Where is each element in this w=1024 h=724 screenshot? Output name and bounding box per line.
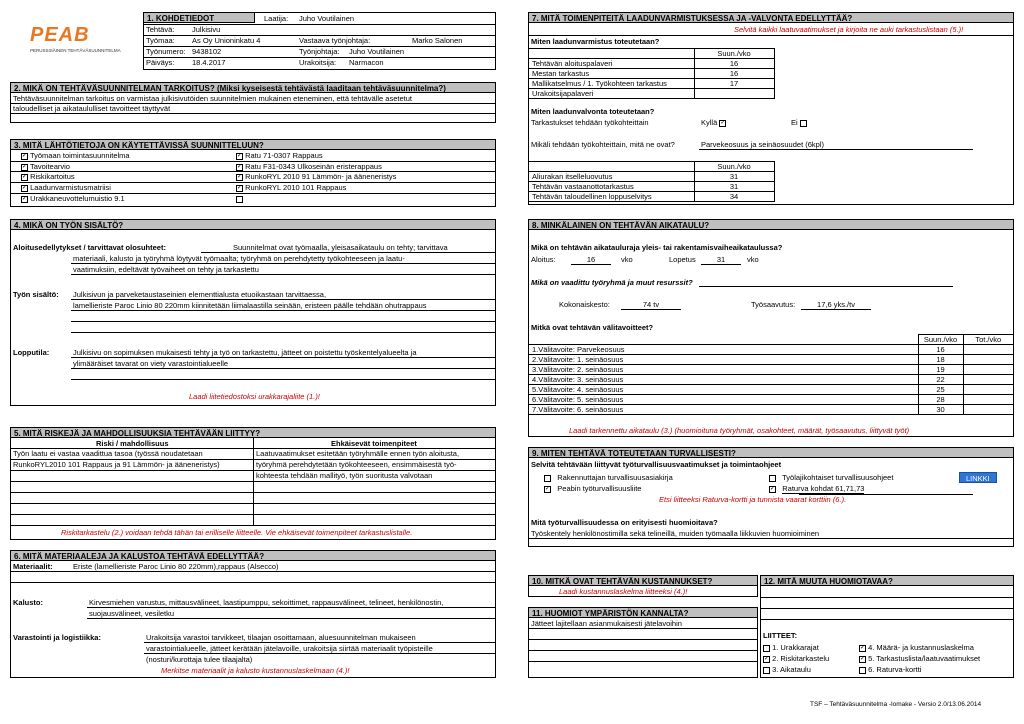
section-11-title: 11. HUOMIOT YMPÄRISTÖN KANNALTA? [528, 607, 758, 618]
ymparisto-answer: Jätteet lajitellaan asianmukaisesti jätelavoihin [531, 619, 682, 628]
section-2-title: 2. MIKÄ ON TEHTÄVÄSUUNNITELMAN TARKOITUS? (Miksi kyseisestä tehtävästä laaditaan tehtäväsuunnitelma?) [10, 82, 496, 93]
peab-logo [30, 24, 121, 53]
laatuvaatimus-note: Selvitä kaikki laatuvaatimukset ja kirjoita ne auki tarkastuslistaan (5.)! [734, 25, 964, 34]
lval-row-1: Aliurakan itselleluovutus [529, 172, 694, 182]
varastointi-line-2: varastointialueelle, jätteet kerätään jätelavoille, urakoitsija siirtää materiaalit työpisteille [146, 644, 433, 653]
footer-version: TSF – Tehtäväsuunnitelma -lomake - Versio 2.0/13.06.2014 [810, 701, 982, 708]
lv-row-2-vko: 16 [694, 69, 774, 79]
paivays-label: Päiväys: [146, 58, 175, 67]
kokonaiskesto-label: Kokonaiskesto: [559, 300, 610, 309]
toimenpide-1-line-1: Laatuvaatimukset esitetään työryhmälle ennen työn aloitusta, [256, 449, 460, 458]
checkbox-empty-icon[interactable] [859, 667, 866, 674]
section-4-tyon-sisalto [10, 219, 496, 406]
aloitus-line-1: Suunnitelmat ovat työmaalla, yleisasaikataulu on tehty; tarvittava [233, 243, 448, 252]
section-1-title: 1. KOHDETIEDOT [143, 12, 255, 23]
valitavoite-7: 7.Välitavoite: 6. seinäosuus [529, 405, 918, 415]
suun-vko-header-8: Suun./vko [918, 335, 963, 345]
tot-vko-header: Tot./vko [963, 335, 1013, 345]
tehtava-label: Tehtävä: [146, 25, 175, 34]
section-2-tarkoitus [10, 82, 496, 123]
sisalto-label: Työn sisältö: [13, 290, 59, 299]
valitavoite-1-vko: 16 [918, 345, 963, 355]
paivays-value: 18.4.2017 [192, 58, 226, 67]
section-12-muuta [760, 575, 1014, 678]
lv-row-3: Mallikatselmus / 1. Työkohteen tarkastus [529, 79, 694, 89]
checkbox-empty-icon[interactable] [800, 120, 807, 127]
liite-2: 2. Riskitarkastelu [772, 654, 830, 663]
laadunvarmistus-question: Miten laadunvarmistus toteutetaan? [531, 37, 660, 46]
varastointi-line-3: (nosturi/kurottaja tulee tilaajalta) [146, 655, 253, 664]
checkbox-checked-icon[interactable]: ✓ [22, 195, 28, 202]
mika-label: Mikäli tehdään työkohteittain, mitä ne ovat? [531, 140, 675, 149]
aloitus-line-2: materiaali, kalusto ja työryhmä löytyvät työmaalta; työryhmä on perehdytetty työkohteeseen ja laatu- [73, 254, 405, 263]
aloitus-label-8: Aloitus: [531, 255, 556, 264]
lahto-left-2: Tavoitearvio [29, 162, 70, 171]
materiaalit-label: Materiaalit: [13, 562, 53, 571]
checkbox-checked-icon[interactable]: ✓ [237, 152, 243, 159]
turvallisuus-subtitle: Selvitä tehtävään liittyvät työturvallisuusvaatimukset ja toimintaohjeet [531, 460, 782, 469]
section-3-title: 3. MITÄ LÄHTÖTIETOJA ON KÄYTETTÄVISSÄ SUUNNITTELUUN? [10, 139, 496, 150]
valitavoite-7-vko: 30 [918, 405, 963, 415]
aloitus-line-3: vaatimuksiin, edeltävät työvaiheet on tehty ja tarkastettu [73, 265, 259, 274]
laatija-value: Juho Voutilainen [299, 14, 355, 23]
tehtava-value: Julkisivu [192, 25, 221, 34]
varastointi-line-1: Urakoitsija varastoi tarvikkeet, tilaajan osoittamaan, aluesuunnitelman mukaiseen [146, 633, 416, 642]
laatija-label: Laatija: [264, 14, 289, 23]
tyonjohtaja-label: Työnjohtaja: [299, 47, 340, 56]
lahto-right-2: Ratu F31-0343 Ulkoseinän eristerappaus [245, 162, 382, 171]
logo-tagline: PERUSSISÄINEN TEHTÄVÄSUUNNITELMA [30, 48, 121, 53]
riski-1-line-2: RunkoRYL2010 101 Rappaus ja 91 Lämmön- ja ääneneristys) [13, 460, 220, 469]
tyokohteittain-label: Tarkastukset tehdään työkohteittain [531, 118, 649, 127]
turvallisuus-answer: Työskentely henkilönostimilla sekä telineillä, muiden työmaalla liikkuvien huomioiminen [531, 529, 820, 538]
valitavoite-4: 4.Välitavoite: 3. seinäosuus [529, 375, 918, 385]
checkbox-empty-icon[interactable] [236, 196, 243, 203]
urakkaraja-note: Laadi liitetiedostoksi urakkarajaliite (1.)! [189, 392, 320, 401]
valitavoite-6-vko: 28 [918, 395, 963, 405]
checkbox-checked-icon[interactable]: ✓ [22, 152, 28, 159]
riski-1-line-1: Työn laatu ei vastaa vaadittua tasoa (työssä noudatetaan [13, 449, 203, 458]
section-9-title: 9. MITEN TEHTÄVÄ TOTEUTETAAN TURVALLISESTI? [528, 447, 1014, 458]
lv-row-1: Tehtävän aloituspalaveri [529, 59, 694, 69]
tyonumero-value: 9438102 [192, 47, 222, 56]
lval-row-3-vko: 34 [694, 192, 774, 202]
checkbox-checked-icon[interactable]: ✓ [22, 173, 28, 180]
aloitus-label: Aloitusedellytykset / tarvittavat olosuhteet: [13, 243, 166, 252]
toimenpide-1-line-3: kohteesta tehdään mallityö, työn suoritusta valvotaan [256, 471, 433, 480]
valitavoite-2: 2.Välitavoite: 1. seinäosuus [529, 355, 918, 365]
varastointi-label: Varastointi ja logistiikka: [13, 633, 101, 642]
checkbox-checked-icon[interactable]: ✓ [22, 163, 28, 170]
checkbox-empty-icon[interactable] [544, 475, 551, 482]
lopetus-vko-unit: vko [747, 255, 759, 264]
section-4-title: 4. MIKÄ ON TYÖN SISÄLTÖ? [10, 219, 496, 230]
checkbox-checked-icon[interactable]: ✓ [770, 485, 776, 492]
section-10-title: 10. MITKÄ OVAT TEHTÄVÄN KUSTANNUKSET? [528, 575, 758, 586]
kustannuslaskelma-note: Laadi kustannuslaskelma liitteeksi (4.)! [559, 587, 688, 596]
lahto-left-4: Laadunvarmistusmatriisi [30, 183, 111, 192]
suun-vko-header: Suun./vko [694, 49, 774, 59]
liite-4: 4. Määrä- ja kustannuslaskelma [868, 643, 974, 652]
linkki-button[interactable]: LINKKI [959, 472, 997, 483]
mika-value: Parvekeosuus ja seinäosuudet (6kpl) [701, 140, 824, 149]
lopputila-line-1: Julkisivu on sopimuksen mukaisesti tehty ja työ on tarkastettu, jätteet on poistettu työskentelyalueelta ja [73, 348, 417, 357]
liite-1: 1. Urakkarajat [772, 643, 819, 652]
tyomaa-value: As Oy Unioninkatu 4 [192, 36, 261, 45]
checkbox-checked-icon[interactable]: ✓ [545, 485, 551, 492]
laadunvarmistus-table [529, 48, 775, 99]
kalusto-line-1: Kirvesmiehen varustus, mittausvälineet, laastipumppu, sekoittimet, rappausvälineet, telineet, henkilönostin, [89, 598, 444, 607]
turv-item-1: Rakennuttajan turvallisuusasiakirja [557, 473, 673, 482]
liitteet-title: LIITTEET: [763, 631, 798, 640]
kustannus-note: Merkitse materiaalit ja kalusto kustannuslaskelmaan (4.)! [161, 666, 350, 675]
vastaava-label: Vastaava työnjohtaja: [299, 36, 371, 45]
section-7-title: 7. MITÄ TOIMENPITEITÄ LAADUNVARMISTUKSESSA JA -VALVONTA EDELLYTTÄÄ? [528, 12, 1014, 23]
materiaalit-value: Eriste (lamellieriste Paroc Linio 80 220mm),rappaus (Alsecco) [73, 562, 279, 571]
valitavoite-5-vko: 25 [918, 385, 963, 395]
lopetus-label: Lopetus [669, 255, 696, 264]
liite-3: 3. Aikataulu [772, 665, 811, 674]
lopputila-label: Lopputila: [13, 348, 50, 357]
turv-item-2: Peabin työturvallisuusliite [557, 484, 642, 493]
lahto-right-4: RunkoRYL 2010 101 Rappaus [245, 183, 347, 192]
section-10-kustannukset [528, 575, 758, 597]
section-11-ymparisto [528, 607, 758, 678]
section-12-title: 12. MITÄ MUUTA HUOMIOTAVAA? [760, 575, 1014, 586]
checkbox-checked-icon[interactable]: ✓ [764, 655, 770, 662]
lval-row-3: Tehtävän taloudellinen loppuselvitys [529, 192, 694, 202]
valitavoitteet-question: Mitkä ovat tehtävän välitavoitteet? [531, 323, 654, 332]
section-8-title: 8. MINKÄLAINEN ON TEHTÄVÄN AIKATAULU? [528, 219, 1014, 230]
valitavoite-1: 1.Välitavoite: Parvekeosuus [529, 345, 918, 355]
kalusto-label: Kalusto: [13, 598, 43, 607]
checkbox-checked-icon[interactable]: ✓ [237, 173, 243, 180]
aloitus-vko-value: 16 [571, 255, 611, 265]
valitavoite-4-vko: 22 [918, 375, 963, 385]
turv-item-4: Raturva kohdat 61,71,73 [782, 484, 865, 493]
checkbox-checked-icon[interactable]: ✓ [237, 184, 243, 191]
ei-label: Ei [791, 118, 798, 127]
lv-row-4: Urakoitsijapalaveri [529, 89, 694, 99]
valitavoite-2-vko: 18 [918, 355, 963, 365]
lval-row-1-vko: 31 [694, 172, 774, 182]
checkbox-checked-icon[interactable]: ✓ [860, 655, 866, 662]
tyosaavutus-label: Työsaavutus: [751, 300, 796, 309]
lv-row-1-vko: 16 [694, 59, 774, 69]
tyonumero-label: Työnumero: [146, 47, 186, 56]
vastaava-value: Marko Salonen [412, 36, 463, 45]
laadunvalvonta-table [529, 161, 775, 202]
tarkoitus-line-1: Tehtäväsuunnitelman tarkoitus on varmistaa julkisivutöiden suunnitelmien mukainen eteneminen, että tehtävälle asetetut [13, 94, 412, 103]
lahto-left-1: Työmaan toimintasuunnitelma [29, 151, 130, 160]
checkbox-checked-icon[interactable]: ✓ [22, 184, 28, 191]
section-6-title: 6. MITÄ MATERIAALEJA JA KALUSTOA TEHTÄVÄ EDELLYTTÄÄ? [10, 550, 496, 561]
aikataulu-note: Laadi tarkennettu aikataulu (3.) (huomioituna työryhmät, osakohteet, määrät, työsaavutus, liittyvät työt) [569, 426, 910, 435]
lv-row-2: Mestan tarkastus [529, 69, 694, 79]
suun-vko-header-2: Suun./vko [694, 162, 774, 172]
valitavoite-6: 6.Välitavoite: 5. seinäosuus [529, 395, 918, 405]
checkbox-checked-icon[interactable]: ✓ [860, 644, 866, 651]
tyosaavutus-value: 17,6 yks./tv [801, 300, 871, 310]
lopputila-line-2: ylimääräiset tavarat on viety varastointialueelle [73, 359, 229, 368]
riskitarkastelu-note: Riskitarkastelu (2.) voidaan tehdä tähän tai erilliselle liitteelle. Vie ehkäisevät toimenpiteet tarkastuslistalle. [61, 528, 413, 537]
lval-row-2-vko: 31 [694, 182, 774, 192]
section-9-turvallisuus [528, 447, 1014, 547]
turv-item-3: Työlajikohtaiset turvallisuusohjeet [782, 473, 894, 482]
urakoitsija-label: Urakoitsija: [299, 58, 337, 67]
checkbox-checked-icon[interactable]: ✓ [720, 119, 726, 126]
lval-row-2: Tehtävän vastaanottotarkastus [529, 182, 694, 192]
sisalto-line-1: Julkisivun ja parveketaustaseinien elementtialusta etuoikastaan tarvittaessa, [73, 290, 327, 299]
kylla-label: Kyllä [701, 118, 718, 127]
section-3-lahtotiedot [10, 139, 496, 207]
lv-row-3-vko: 17 [694, 79, 774, 89]
section-7-laadunvarmistus [528, 12, 1014, 205]
checkbox-checked-icon[interactable]: ✓ [237, 163, 243, 170]
tyomaa-label: Työmaa: [146, 36, 175, 45]
kokonaiskesto-unit: tv [653, 300, 660, 309]
toimenpide-1-line-2: työryhmä perehdytetään työkohteeseen, ensimmäisestä työ- [256, 460, 457, 469]
lopetus-vko-value: 31 [701, 255, 741, 265]
raturva-note: Etsi liitteeksi Raturva-kortti ja tunnista vaarat korttiin (6.). [659, 495, 847, 504]
sisalto-line-2: lamellieriste Paroc Linio 80 220mm kiinnitetään liimalaastilla seinään, eristeen päälle tehdään ohutrappaus [73, 301, 427, 310]
checkbox-empty-icon[interactable] [763, 667, 770, 674]
lahto-right-1: Ratu 71-0307 Rappaus [245, 151, 323, 160]
section-6-materiaalit [10, 550, 496, 678]
kokonaiskesto-value: 74 [642, 300, 652, 309]
section-5-riskit [10, 427, 496, 540]
riski-col-header: Riski / mahdollisuus [96, 439, 169, 448]
section-1-kohdetiedot [143, 12, 496, 70]
logo-name: PEAB [30, 24, 90, 46]
tarkoitus-line-2: taloudelliset ja aikataululliset tavoitteet täyttyvät [13, 104, 171, 113]
kalusto-line-2: suojausvälineet, vesiletku [89, 609, 175, 618]
aikatauluraja-question: Mikä on tehtävän aikatauluraja yleis- tai rakentamisvaiheaikataulussa? [531, 243, 783, 252]
aloitus-vko-unit: vko [621, 255, 633, 264]
laadunvalvonta-question: Miten laadunvalvonta toteutetaan? [531, 107, 655, 116]
valitavoitteet-table [529, 334, 1013, 415]
checkbox-empty-icon[interactable] [763, 645, 770, 652]
section-8-aikataulu [528, 219, 1014, 437]
tyonjohtaja-value: Juho Voutilainen [349, 47, 405, 56]
section-5-title: 5. MITÄ RISKEJÄ JA MAHDOLLISUUKSIA TEHTÄVÄÄN LIITTYY? [10, 427, 496, 438]
turvallisuus-question: Mitä työturvallisuudessa on erityisesti huomioitava? [531, 518, 718, 527]
liite-6: 6. Raturva-kortti [868, 665, 922, 674]
tyoryhma-question: Mikä on vaadittu työryhmä ja muut resurssit? [531, 278, 693, 287]
checkbox-empty-icon[interactable] [769, 475, 776, 482]
urakoitsija-value: Narmacon [349, 58, 384, 67]
lahto-left-5: Urakkaneuvottelumuistio 9.1 [30, 194, 125, 203]
liite-5: 5. Tarkastuslista/laatuvaatimukset [868, 654, 981, 663]
lahto-left-3: Riskikartoitus [30, 172, 75, 181]
toimenpiteet-col-header: Ehkäisevät toimenpiteet [331, 439, 417, 448]
lahto-right-3: RunkoRYL 2010 91 Lämmön- ja ääneneristys [245, 172, 397, 181]
valitavoite-3: 3.Välitavoite: 2. seinäosuus [529, 365, 918, 375]
valitavoite-5: 5.Välitavoite: 4. seinäosuus [529, 385, 918, 395]
lv-row-4-vko [694, 89, 774, 99]
valitavoite-3-vko: 19 [918, 365, 963, 375]
